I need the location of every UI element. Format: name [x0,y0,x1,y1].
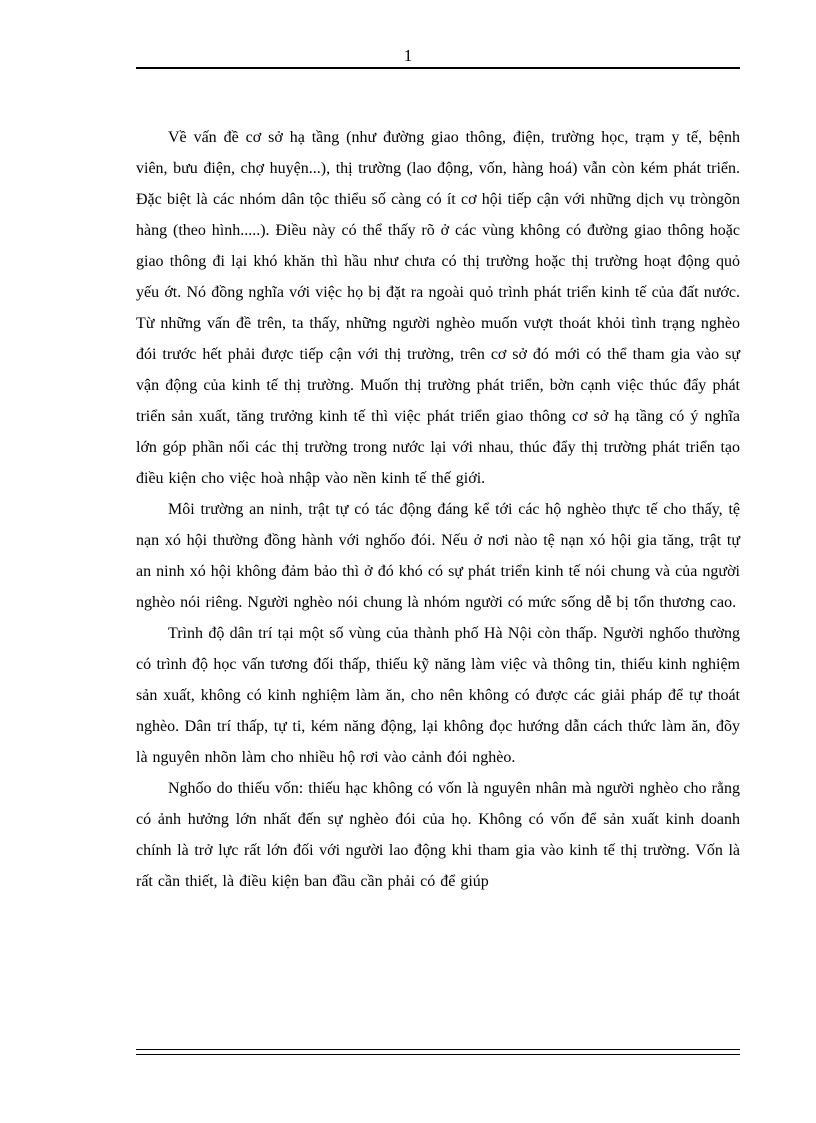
page-number: 1 [403,46,413,65]
body-text [136,122,740,897]
paragraph-education: Trình độ dân trí tại một số vùng của thành phố Hà Nội còn thấp. Người nghốo thường có trình độ học vấn tương đối thấp, thiếu kỹ năng làm việc và thông tin, thiếu kinh nghiệm sản xuất, không có kinh nghiệm làm ăn, cho nên không có được các giải pháp để tự thoát nghèo. Dân trí thấp, tự ti, kém năng động, lại không đọc hướng dẫn cách thức làm ăn, đõy là nguyên nhõn làm cho nhiều hộ rơi vào cảnh đói nghèo. [136,625,740,766]
paragraph-security: Môi trường an ninh, trật tự có tác động đáng kể tới các hộ nghèo thực tế cho thấy, tệ nạn xó hội thường đồng hành với nghốo đói. Nếu ở nơi nào tệ nạn xó hội gia tăng, trật tự an ninh xó hội không đảm bảo thì ở đó khó có sự phát triển kinh tế nói chung và của người nghèo nói riêng. Người nghèo nói chung là nhóm người có mức sống dễ bị tổn thương cao. [136,501,740,611]
paragraph-infrastructure: Về vấn đề cơ sở hạ tầng (như đường giao thông, điện, trường học, trạm y tế, bệnh viên, bưu điện, chợ huyện...), thị trường (lao động, vốn, hàng hoá) vẫn còn kém phát triển. Đặc biệt là các nhóm dân tộc thiểu số càng có ít cơ hội tiếp cận với những dịch vụ tròngõn hàng (theo hình.....). Điều này có thể thấy rõ ở các vùng không có đường giao thông hoặc giao thông đi lại khó khăn thì hầu như chưa có thị trường hoặc thị trường hoạt động quỏ yếu ớt. Nó đồng nghĩa với việc họ bị đặt ra ngoài quỏ trình phát triển kinh tế của đất nước. Từ những vấn đề trên, ta thấy, những người nghèo muốn vượt thoát khỏi tình trạng nghèo đói trước hết phải được tiếp cận với thị trường, trên cơ sở đó mới có thể tham gia vào sự vận động của kinh tế thị trường. Muốn thị trường phát triển, bờn cạnh việc thúc đẩy phát triển sản xuất, tăng trưởng kinh tế thì việc phát triển giao thông cơ sở hạ tầng có ý nghĩa lớn góp phần nối các thị trường trong nước lại với nhau, thúc đẩy thị trường phát triển tạo điều kiện cho việc hoà nhập vào nền kinh tế thế giới. [136,129,740,487]
footer-rule [136,1049,740,1055]
header-rule [136,67,740,69]
paragraph-capital: Nghốo do thiếu vốn: thiếu hạc không có vốn là nguyên nhân mà người nghèo cho rằng có ảnh hưởng lớn nhất đến sự nghèo đói của họ. Không có vốn để sản xuất kinh doanh chính là trở lực rất lớn đối với người lao động khi tham gia vào kinh tế thị trường. Vốn là rất cần thiết, là điều kiện ban đầu cần phải có để giúp [136,780,740,890]
